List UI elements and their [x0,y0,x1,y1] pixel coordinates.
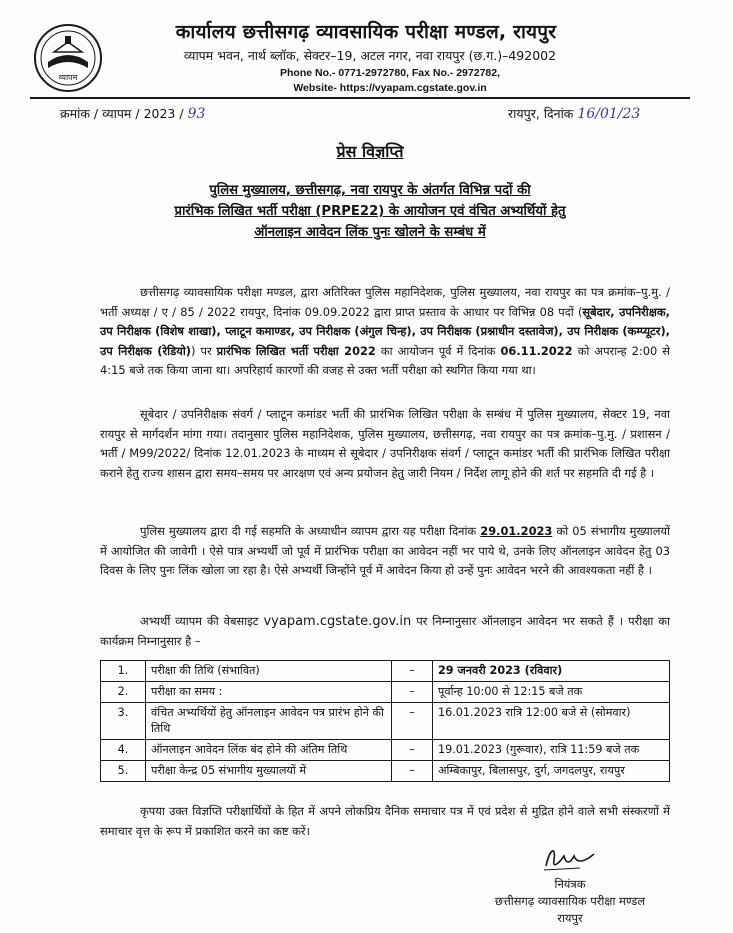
table-row [101,761,670,782]
table-row [101,682,670,703]
signatory-block [470,876,670,927]
row-dash: – [392,761,433,782]
reference-number [60,105,205,122]
signature-mark [540,842,600,874]
p1-posts: सूबेदार, उपनिरीक्षक, उप निरीक्षक (विशेष शाखा), प्लाटून कमाण्डर, उप निरीक्षक (अंगुल चिन्ह), उप निरीक्षक (प्रश्नाधीन दस्तावेज), उप निरीक्षक (कम्प्यूटर), उप निरीक्षक (रेडियो) [100,304,671,358]
org-phone: Phone No.- 0771-2972780, Fax No.- 2972782, [279,67,501,79]
table-row [101,661,670,682]
table-row [101,703,670,740]
row-number: 4. [101,740,146,761]
row-dash: – [392,661,433,682]
subject-block [100,180,640,243]
p1-text-b: ) पर [190,343,217,358]
paragraph-5 [100,802,670,841]
row-number: 3. [101,703,146,740]
p2-text: सूबेदार / उपनिरीक्षक संवर्ग / प्लाटून कमांडर भर्ती की प्रारंभिक लिखित परीक्षा के सम्बंध में पुलिस मुख्यालय, सेक्टर 19, नवा रायपुर से मार्गदर्शन मांगा गया। तदानुसार पुलिस महानिदेशक, पुलिस मुख्यालय, छत्तीसगढ़, नवा रायपुर का पत्र क्रमांक–पु.मु. / प्रशासन / भर्ती / M99/2022/ दिनांक 12.01.2023 के माध्यम से सूबेदार / उपनिरीक्षक संवर्ग / प्लाटून कमांडर भर्ती की प्रारंभिक लिखित परीक्षा कराने हेतु राज्य शासन द्वारा समय–समय पर आरक्षण एवं अन्य प्रयोजन हेतु जारी नियम / निर्देश लागू होने की शर्त पर सहमति दी गई है । [100,407,670,480]
org-title: कार्यालय छत्तीसगढ़ व्यावसायिक परीक्षा मण्डल, रायपुर [175,21,557,43]
p1-text-d: को अपरान्ह 2:00 से 4:15 बजे तक किया जाना था। अपरिहार्य कारणों की वजह से उक्त भर्ती परीक्षा को स्थगित किया गया था। [100,343,670,378]
row-number: 1. [101,661,146,682]
row-item: परीक्षा केन्द्र 05 संभागीय मुख्यालयों में [146,761,392,782]
row-item: परीक्षा का समय : [146,682,392,703]
signatory-designation: नियंत्रक [554,877,586,891]
subject-line: पुलिस मुख्यालय, छत्तीसगढ़, नवा रायपुर के अंतर्गत विभिन्न पदों की [209,183,531,198]
row-value: अम्बिकापुर, बिलासपुर, दुर्ग, जगदलपुर, रायपुर [433,761,670,782]
date-prefix: रायपुर, दिनांक [508,106,574,121]
row-value: 16.01.2023 रात्रि 12:00 बजे से (सोमवार) [433,703,670,740]
subject-line: प्रारंभिक लिखित भर्ती परीक्षा (PRPE22) के आयोजन एवं वंचित अभ्यर्थियों हेतु [174,204,566,219]
row-value: 19.01.2023 (गुरूवार), रात्रि 11:59 बजे तक [433,740,670,761]
row-dash: – [392,740,433,761]
row-item: परीक्षा की तिथि (संभावित) [146,661,392,682]
p3-text-b: को 05 संभागीय मुख्यालयों में आयोजित की जावेगी । ऐसे पात्र अभ्यर्थी जो पूर्व में प्रारंभिक परीक्षा का आवेदन नहीं भर पाये थे, उनके लिए ऑनलाइन आवेदन हेतु 03 दिवस के लिए पुनः लिंक खोला जा रहा है। ऐसे अभ्यर्थी जिन्होंने पूर्व में आवेदन किया हो उन्हें पुनः आवेदन भरने की आवश्यकता नहीं है । [100,524,670,578]
row-value: पूर्वान्ह 10:00 से 12:15 बजे तक [433,682,670,703]
p1-date: 06.11.2022 [500,343,573,358]
paragraph-3 [100,522,670,581]
p5-text: कृपया उक्त विज्ञप्ति परीक्षार्थियों के हित में अपने लोकप्रिय दैनिक समाचार पत्र में एवं प्रदेश से मुद्रित होने वाले सभी संस्करणों में समाचार वृत्त के रूप में प्रकाशित करने का कष्ट करें। [100,804,670,838]
org-address: व्यापम भवन, नार्थ ब्लॉक, सेक्टर–19, अटल नगर, नवा रायपुर (छ.ग.)–492002 [183,48,557,63]
schedule-table [100,660,670,782]
row-value: 29 जनवरी 2023 (रविवार) [433,661,670,682]
reference-handwritten-number: 93 [187,106,206,122]
paragraph-1 [100,283,670,381]
p1-exam: प्रारंभिक लिखित भर्ती परीक्षा 2022 [216,343,376,358]
vyapam-emblem-icon [32,22,104,94]
reference-date [508,105,640,122]
paragraph-2 [100,405,670,483]
logo-text: व्यापम [58,73,78,82]
signatory-city: रायपुर [557,911,583,925]
page-title: प्रेस विज्ञप्ति [336,142,404,161]
row-item: ऑनलाइन आवेदन लिंक बंद होने की अंतिम तिथि [146,740,392,761]
row-dash: – [392,703,433,740]
p4-text-b: पर निम्नानुसार ऑनलाइन आवेदन भर सकते हैं । परीक्षा का कार्यक्रम निम्नानुसार है – [100,614,670,648]
subject-line: ऑनलाइन आवेदन लिंक पुनः खोलने के सम्बंध में [254,225,486,240]
p1-text-c: का आयोजन पूर्व में दिनांक [375,343,501,358]
row-item: वंचित अभ्यर्थियों हेतु ऑनलाइन आवेदन पत्र प्रारंभ होने की तिथि [146,703,392,740]
row-number: 5. [101,761,146,782]
reference-prefix: क्रमांक / व्यापम / 2023 / [60,106,184,121]
p4-text-a: अभ्यर्थी व्यापम की वेबसाइट [140,614,264,628]
signatory-org: छत्तीसगढ़ व्यावसायिक परीक्षा मण्डल [494,894,646,908]
p1-text-a: छत्तीसगढ़ व्यावसायिक परीक्षा मण्डल, द्वारा अतिरिक्त पुलिस महानिदेशक, पुलिस मुख्यालय, नवा रायपुर का पत्र क्रमांक–पु.मु. / भर्ती अध्यक्ष / ए / 85 / 2022 रायपुर, दिनांक 09.09.2022 द्वारा प्राप्त प्रस्ताव के आधार पर विभिन्न 08 पदों ( [100,285,670,319]
org-website: Website- https://vyapam.cgstate.gov.in [293,82,487,94]
p4-website: vyapam.cgstate.gov.in [263,614,412,629]
paragraph-4 [100,612,670,651]
row-number: 2. [101,682,146,703]
p3-text-a: पुलिस मुख्यालय द्वारा दी गई सहमति के अध्याधीन व्यापम द्वारा यह परीक्षा दिनांक [140,524,481,538]
table-row [101,740,670,761]
p3-date: 29.01.2023 [480,524,553,538]
date-handwritten: 16/01/23 [577,106,641,122]
header-divider [30,97,690,99]
row-dash: – [392,682,433,703]
